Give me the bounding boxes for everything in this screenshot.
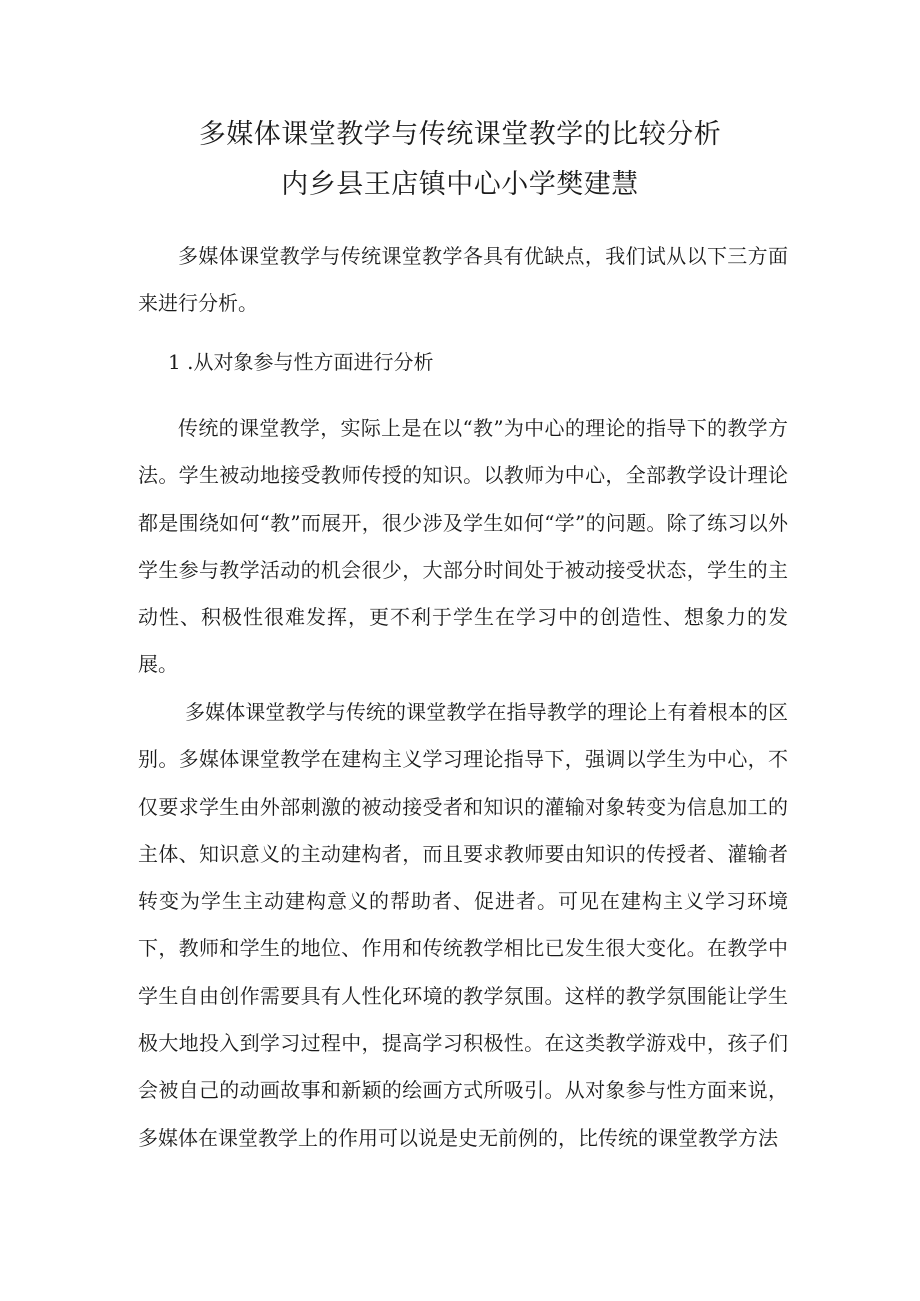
document-title: 多媒体课堂教学与传统课堂教学的比较分析 bbox=[198, 119, 722, 150]
intro-paragraph: 多媒体课堂教学与传统课堂教学各具有优缺点，我们试从以下三方面来进行分析。 bbox=[138, 244, 788, 316]
section-heading: 1 .从对象参与性方面进行分析 bbox=[168, 350, 434, 374]
author-line: 内乡县王店镇中心小学樊建慧 bbox=[281, 169, 639, 200]
body-paragraph-1: 传统的课堂教学，实际上是在以“教”为中心的理论的指导下的教学方法。学生被动地接受教师传授的知识。以教师为中心，全部教学设计理论都是围绕如何“教”而展开，很少涉及学生如何“学”的问题。除了练习以外学生参与教学活动的机会很少，大部分时间处于被动接受状态，学生的主动性、积极性很难发挥，更不利于学生在学习中的创造性、想象力的发展。 bbox=[138, 416, 788, 677]
body-paragraph-2: 多媒体课堂教学与传统的课堂教学在指导教学的理论上有着根本的区别。多媒体课堂教学在建构主义学习理论指导下，强调以学生为中心，不仅要求学生由外部刺激的被动接受者和知识的灌输对象转变为信息加工的主体、知识意义的主动建构者，而且要求教师要由知识的传授者、灌输者转变为学生主动建构意义的帮助者、促进者。可见在建构主义学习环境下，教师和学生的地位、作用和传统教学相比已发生很大变化。在教学中学生自由创作需要具有人性化环境的教学氛围。这样的教学氛围能让学生极大地投入到学习过程中，提高学习积极性。在这类教学游戏中，孩子们会被自己的动画故事和新颖的绘画方式所吸引。从对象参与性方面来说，多媒体在课堂教学上的作用可以说是史无前例的，比传统的课堂教学方法 bbox=[138, 700, 788, 1150]
